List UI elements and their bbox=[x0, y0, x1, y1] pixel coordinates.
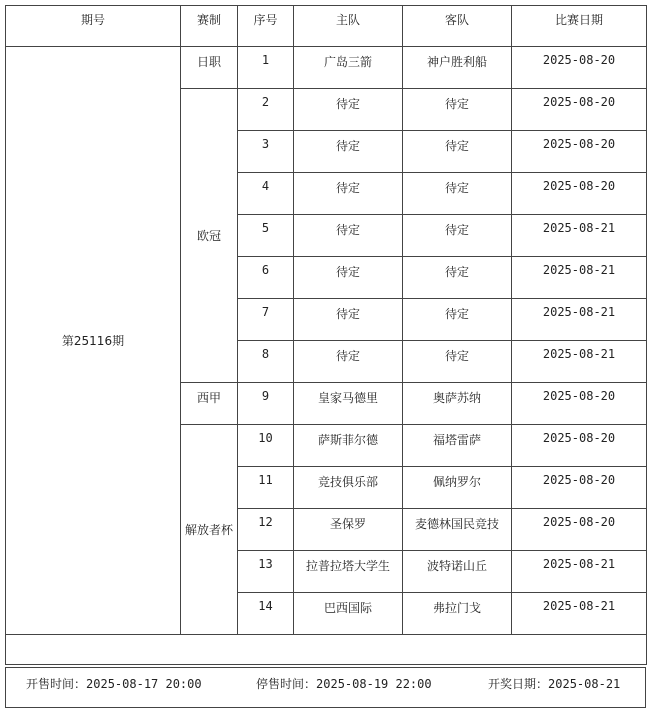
table-row bbox=[6, 47, 647, 89]
draw-date-value: 2025-08-21 bbox=[548, 677, 621, 691]
match-date-cell: 2025-08-21 bbox=[512, 299, 647, 341]
seq-cell: 10 bbox=[238, 425, 294, 467]
sale-start-label: 开售时间： bbox=[26, 677, 87, 691]
seq-cell: 4 bbox=[238, 173, 294, 215]
header-seq: 序号 bbox=[238, 6, 294, 47]
match-date-cell: 2025-08-20 bbox=[512, 131, 647, 173]
away-team-cell: 麦德林国民竞技 bbox=[403, 509, 512, 551]
sale-start-time bbox=[26, 675, 202, 692]
league-cell: 日职 bbox=[181, 47, 238, 89]
seq-cell: 7 bbox=[238, 299, 294, 341]
league-cell: 欧冠 bbox=[181, 89, 238, 383]
home-team-cell: 拉普拉塔大学生 bbox=[294, 551, 403, 593]
empty-row bbox=[6, 635, 647, 665]
home-team-cell: 待定 bbox=[294, 131, 403, 173]
draw-date bbox=[488, 675, 620, 692]
header-league: 赛制 bbox=[181, 6, 238, 47]
match-date-cell: 2025-08-21 bbox=[512, 257, 647, 299]
seq-cell: 6 bbox=[238, 257, 294, 299]
seq-cell: 2 bbox=[238, 89, 294, 131]
seq-cell: 12 bbox=[238, 509, 294, 551]
sale-info-footer bbox=[5, 667, 646, 708]
match-date-cell: 2025-08-21 bbox=[512, 551, 647, 593]
sale-start-value: 2025-08-17 20:00 bbox=[86, 677, 202, 691]
away-team-cell: 奥萨苏纳 bbox=[403, 383, 512, 425]
sale-stop-time bbox=[256, 675, 432, 692]
away-team-cell: 佩纳罗尔 bbox=[403, 467, 512, 509]
home-team-cell: 待定 bbox=[294, 257, 403, 299]
home-team-cell: 广岛三箭 bbox=[294, 47, 403, 89]
match-date-cell: 2025-08-20 bbox=[512, 173, 647, 215]
match-date-cell: 2025-08-20 bbox=[512, 509, 647, 551]
home-team-cell: 待定 bbox=[294, 215, 403, 257]
home-team-cell: 待定 bbox=[294, 89, 403, 131]
league-cell: 解放者杯 bbox=[181, 425, 238, 635]
schedule-table bbox=[5, 5, 647, 665]
match-date-cell: 2025-08-20 bbox=[512, 425, 647, 467]
header-home: 主队 bbox=[294, 6, 403, 47]
seq-cell: 1 bbox=[238, 47, 294, 89]
away-team-cell: 神户胜利船 bbox=[403, 47, 512, 89]
match-date-cell: 2025-08-21 bbox=[512, 215, 647, 257]
away-team-cell: 待定 bbox=[403, 299, 512, 341]
header-period: 期号 bbox=[6, 6, 181, 47]
header-row bbox=[6, 6, 647, 47]
seq-cell: 3 bbox=[238, 131, 294, 173]
header-date: 比赛日期 bbox=[512, 6, 647, 47]
seq-cell: 5 bbox=[238, 215, 294, 257]
sale-stop-value: 2025-08-19 22:00 bbox=[316, 677, 432, 691]
seq-cell: 8 bbox=[238, 341, 294, 383]
seq-cell: 9 bbox=[238, 383, 294, 425]
home-team-cell: 皇家马德里 bbox=[294, 383, 403, 425]
home-team-cell: 待定 bbox=[294, 299, 403, 341]
seq-cell: 11 bbox=[238, 467, 294, 509]
away-team-cell: 待定 bbox=[403, 173, 512, 215]
home-team-cell: 竞技俱乐部 bbox=[294, 467, 403, 509]
away-team-cell: 待定 bbox=[403, 89, 512, 131]
empty-cell bbox=[6, 635, 647, 665]
match-date-cell: 2025-08-20 bbox=[512, 467, 647, 509]
away-team-cell: 待定 bbox=[403, 257, 512, 299]
match-date-cell: 2025-08-20 bbox=[512, 383, 647, 425]
away-team-cell: 待定 bbox=[403, 215, 512, 257]
seq-cell: 14 bbox=[238, 593, 294, 635]
match-date-cell: 2025-08-21 bbox=[512, 341, 647, 383]
home-team-cell: 巴西国际 bbox=[294, 593, 403, 635]
seq-cell: 13 bbox=[238, 551, 294, 593]
sale-stop-label: 停售时间： bbox=[256, 677, 317, 691]
home-team-cell: 待定 bbox=[294, 173, 403, 215]
away-team-cell: 待定 bbox=[403, 131, 512, 173]
match-date-cell: 2025-08-20 bbox=[512, 89, 647, 131]
away-team-cell: 待定 bbox=[403, 341, 512, 383]
home-team-cell: 圣保罗 bbox=[294, 509, 403, 551]
away-team-cell: 福塔雷萨 bbox=[403, 425, 512, 467]
draw-date-label: 开奖日期： bbox=[488, 677, 549, 691]
league-cell: 西甲 bbox=[181, 383, 238, 425]
match-date-cell: 2025-08-21 bbox=[512, 593, 647, 635]
period-cell: 第25116期 bbox=[6, 47, 181, 635]
match-date-cell: 2025-08-20 bbox=[512, 47, 647, 89]
home-team-cell: 待定 bbox=[294, 341, 403, 383]
away-team-cell: 波特诺山丘 bbox=[403, 551, 512, 593]
away-team-cell: 弗拉门戈 bbox=[403, 593, 512, 635]
header-away: 客队 bbox=[403, 6, 512, 47]
home-team-cell: 萨斯菲尔德 bbox=[294, 425, 403, 467]
